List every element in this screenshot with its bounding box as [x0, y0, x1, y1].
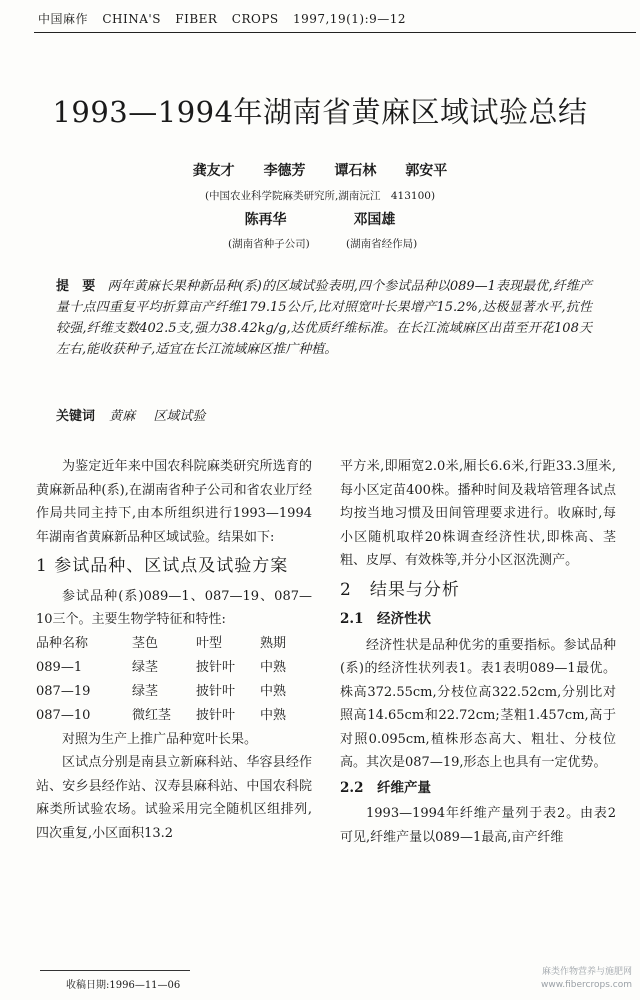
table-cell: 中熟	[260, 659, 287, 675]
variety-table	[36, 632, 312, 728]
table-cell: 中熟	[260, 683, 287, 699]
affiliation-2a: (湖南省种子公司)	[228, 238, 310, 250]
watermark-line-1: 麻类作物营养与施肥网	[541, 967, 632, 977]
received-date: 收稿日期:1996—11—06	[66, 980, 181, 991]
author: 谭石林	[334, 163, 377, 179]
table-row	[36, 704, 312, 728]
watermark-line-2: www.fibercrops.com	[541, 980, 632, 990]
author: 龚友才	[192, 163, 235, 179]
section-1-heading: 1 参试品种、区试点及试验方案	[36, 556, 289, 576]
table-cell: 087—10	[36, 707, 91, 723]
author-line-1	[0, 160, 640, 180]
abstract	[56, 276, 592, 360]
journal-en-3: CROPS	[231, 12, 279, 26]
author: 邓国雄	[353, 212, 396, 228]
author-line-2	[0, 209, 640, 229]
abstract-label: 提 要	[56, 279, 96, 294]
table-cell: 茎色	[132, 635, 159, 651]
article-title: 1993—1994年湖南省黄麻区域试验总结	[52, 95, 588, 129]
table-cell: 叶型	[196, 635, 223, 651]
paragraph: 区试点分别是南县立新麻科站、华容县经作站、安乡县经作站、汉寿县麻科站、中国农科院麻类所试验农场。试验采用完全随机区组排列,四次重复,小区面积13.2	[36, 755, 312, 841]
table-cell: 熟期	[260, 635, 287, 651]
affiliation-1: (中国农业科学院麻类研究所,湖南沅江 413100)	[204, 190, 436, 202]
table-cell: 089—1	[36, 659, 83, 675]
subsection-2-2-heading: 2.2 纤维产量	[340, 779, 431, 796]
paragraph: 参试品种(系)089—1、087—19、087—10三个。主要生物学特征和特性:	[36, 588, 312, 627]
table-cell: 披针叶	[196, 707, 236, 723]
running-header	[38, 10, 416, 27]
journal-en-2: FIBER	[175, 12, 218, 26]
table-cell: 087—19	[36, 683, 91, 699]
table-header	[36, 632, 312, 656]
paragraph: 对照为生产上推广品种宽叶长果。	[62, 731, 258, 747]
keywords-label: 关键词	[56, 409, 96, 424]
table-cell: 绿茎	[132, 659, 159, 675]
intro-paragraph: 为鉴定近年来中国农科院麻类研究所选育的黄麻新品种(系),在湖南省种子公司和省农业厅经作局共同主持下,由本所组织进行1993—1994年湖南省黄麻新品种区域试验。结果如下:	[36, 459, 312, 545]
subsection-2-1-heading: 2.1 经济性状	[340, 611, 431, 627]
abstract-text: 两年黄麻长果种新品种(系)的区域试验表明,四个参试品种以089—1表现最优,纤维产量十点四重复平均折算亩产纤维179.15公斤,比对照宽叶长果增产15.2%,达极显著水平,抗性较强,纤维支数402.5支,强力38.42kg/g,达优质纤维标准。在长江流域麻区出苗至开花108天左右,能收获种子,适宜在长江流域麻区推广种植。	[56, 279, 592, 357]
table-row	[36, 680, 312, 704]
author: 郭安平	[405, 163, 448, 179]
paragraph: 平方米,即厢宽2.0米,厢长6.6米,行距33.3厘米,每小区定苗400株。播种时间及栽培管理各试点均按当地习惯及田间管理要求进行。收麻时,每小区随机取样20株调查经济性状,即株高、茎粗、皮厚、有效株等,并分小区沤洗测产。	[340, 459, 616, 568]
affiliation-2b: (湖南省经作局)	[346, 238, 418, 250]
paragraph: 经济性状是品种优劣的重要指标。参试品种(系)的经济性状列表1。表1表明089—1最优。株高372.55cm,分枝位高322.52cm,分别比对照高14.65cm和22.72cm;茎粗1.457cm,高于对照0.095cm,植株形态高大、粗壮、分枝位高。其次是087—19,形态上也具有一定优势。	[340, 637, 616, 770]
keyword: 黄麻	[109, 409, 136, 424]
table-cell: 中熟	[260, 707, 287, 723]
paragraph: 1993—1994年纤维产量列于表2。由表2可见,纤维产量以089—1最高,亩产纤维	[340, 806, 616, 845]
watermark	[541, 966, 632, 992]
left-column	[36, 455, 312, 845]
footnote-rule	[40, 970, 190, 971]
table-cell: 品种名称	[36, 635, 89, 651]
table-cell: 披针叶	[196, 683, 236, 699]
issue-info: 1997,19(1):9—12	[292, 12, 407, 26]
keyword: 区域试验	[153, 409, 206, 424]
author: 陈再华	[244, 212, 287, 228]
table-cell: 披针叶	[196, 659, 236, 675]
table-cell: 绿茎	[132, 683, 159, 699]
table-cell: 微红茎	[132, 707, 172, 723]
author: 李德芳	[263, 163, 306, 179]
journal-en-1: CHINA'S	[102, 12, 161, 26]
right-column	[340, 455, 616, 849]
table-row	[36, 656, 312, 680]
header-rule	[34, 32, 636, 33]
keywords	[56, 405, 219, 424]
journal-cn: 中国麻作	[38, 12, 89, 26]
section-2-heading: 2 结果与分析	[340, 579, 460, 600]
